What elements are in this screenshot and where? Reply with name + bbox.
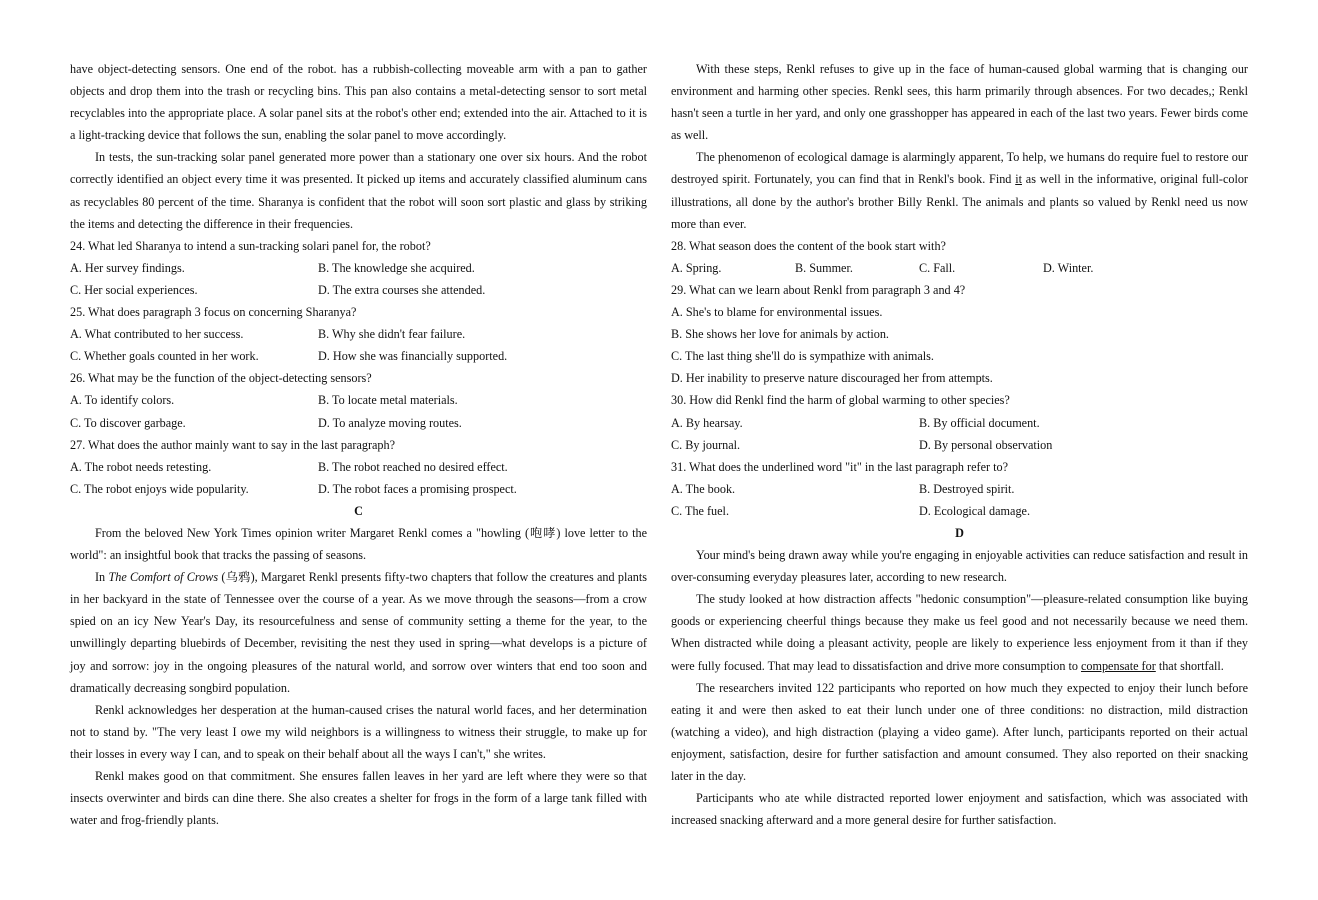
- option-b: B. To locate metal materials.: [318, 393, 458, 408]
- option-a: A. By hearsay.: [671, 415, 743, 430]
- option-d: D. How she was financially supported.: [318, 349, 508, 364]
- passage-b-paragraph: In tests, the sun-tracking solar panel generated more power than a stationary one over six hours. And the robot correctly identified an object every time it was presented. It picked up items and accurately classified aluminum cans as recyclables 80 percent of the time. Sharanya is confident that the robot will soon sort plastic and glass by striking the items and detecting the difference in their frequencies.: [70, 150, 647, 231]
- passage-c-paragraph: [70, 566, 647, 699]
- option-b: B. She shows her love for animals by action.: [671, 327, 889, 342]
- section-heading-d: D: [955, 525, 964, 540]
- option-a: A. Spring.: [671, 260, 722, 275]
- option-d: D. Ecological damage.: [919, 503, 1030, 518]
- book-title: The Comfort of Crows: [108, 570, 219, 585]
- option-c: C. The fuel.: [671, 503, 729, 518]
- question-24-options: [70, 279, 647, 301]
- option-a: A. The book.: [671, 481, 736, 496]
- question-31-options: [671, 478, 1248, 500]
- passage-d-paragraph: [671, 588, 1248, 676]
- question-25: 25. What does paragraph 3 focus on concerning Sharanya?: [70, 305, 357, 320]
- left-column: [70, 58, 647, 831]
- option-d: D. The extra courses she attended.: [318, 282, 486, 297]
- question-26-options: [70, 412, 647, 434]
- option-d: D. By personal observation: [919, 437, 1053, 452]
- option-a: A. To identify colors.: [70, 393, 175, 408]
- option-b: B. Destroyed spirit.: [919, 481, 1015, 496]
- text-span: that shortfall.: [1155, 658, 1224, 673]
- option-a: A. Her survey findings.: [70, 260, 185, 275]
- option-b: B. Why she didn't fear failure.: [318, 327, 466, 342]
- passage-d-paragraph: Your mind's being drawn away while you're engaging in enjoyable activities can reduce satisfaction and result in over-consuming everyday pleasures later, according to new research.: [671, 548, 1248, 585]
- text-span: (乌鸦), Margaret Renkl presents fifty-two chapters that follow the creatures and plants in her backyard in the state of Tennessee over the course of a year. As we move through the seasons—from a crow spied on an icy New Year's Day, its resourcefulness and sense of community setting a theme for the year, to the unwillingly departing bluebirds of December, revisiting the nest they used in spring—what develops is a picture of joy and sorrow: joy in the ongoing pleasures of the natural world, and sorrow over winters that end too soon and dramatically decreasing songbird population.: [70, 570, 648, 695]
- text-span: The study looked at how distraction affects "hedonic consumption"—pleasure-related consumption like buying goods or experiencing cheerful things because they make us feel good and not necessarily because we need them. When distracted while doing a pleasant activity, people are likely to experience less enjoyment from it than if they were fully focused. That may lead to dissatisfaction and drive more consumption to: [671, 592, 1248, 673]
- question-24-options: [70, 257, 647, 279]
- option-b: B. The robot reached no desired effect.: [318, 459, 508, 474]
- option-a: A. What contributed to her success.: [70, 327, 244, 342]
- option-b: B. By official document.: [919, 415, 1040, 430]
- question-31: 31. What does the underlined word "it" in the last paragraph refer to?: [671, 459, 1008, 474]
- section-heading-c: C: [354, 503, 363, 518]
- underlined-phrase: compensate for: [1080, 658, 1156, 673]
- question-30-options: [671, 434, 1248, 456]
- question-31-options: [671, 500, 1248, 522]
- option-c: C. By journal.: [671, 437, 741, 452]
- option-c: C. Fall.: [919, 260, 956, 275]
- option-d: D. To analyze moving routes.: [318, 415, 462, 430]
- passage-d-paragraph: The researchers invited 122 participants who reported on how much they expected to enjoy their lunch before eating it and were then asked to eat their lunch under one of three conditions: no distraction, mild distraction (watching a video), and high distraction (playing a video game). After lunch, participants reported on their actual enjoyment, satisfaction, desire for further satisfaction and amount consumed. They also reported on their snacking later in the day.: [671, 680, 1248, 783]
- option-c: C. To discover garbage.: [70, 415, 186, 430]
- question-29: 29. What can we learn about Renkl from paragraph 3 and 4?: [671, 282, 966, 297]
- option-b: B. Summer.: [795, 260, 853, 275]
- passage-c-paragraph: With these steps, Renkl refuses to give up in the face of human-caused global warming that is changing our environment and harming other species. Renkl sees, this harm primarily through absences. For two decades,; Renkl hasn't seen a turtle in her yard, and only one grasshopper has appeared in each of the last two years. Fewer birds come as well.: [671, 62, 1248, 143]
- text-span: The phenomenon of ecological damage is alarmingly apparent, To help, we humans do require fuel to restore our destroyed spirit. Fortunately, you can find that in Renkl's book. Find: [671, 150, 1248, 187]
- underlined-word: it: [1015, 172, 1022, 187]
- option-c: C. Her social experiences.: [70, 282, 198, 297]
- option-c: C. Whether goals counted in her work.: [70, 349, 259, 364]
- question-27-options: [70, 456, 647, 478]
- right-column: [671, 58, 1248, 831]
- text-span: In: [95, 570, 109, 585]
- passage-c-paragraph: [671, 146, 1248, 234]
- passage-c-paragraph: From the beloved New York Times opinion writer Margaret Renkl comes a "howling (咆哮) love letter to the world": an insightful book that tracks the passing of seasons.: [70, 525, 647, 563]
- question-25-options: [70, 323, 647, 345]
- text-span: as well in the informative, original full-color illustrations, all done by the author's brother Billy Renkl. The animals and plants so valued by Renkl need us now more than ever.: [671, 172, 1248, 231]
- question-30-options: [671, 412, 1248, 434]
- question-26-options: [70, 389, 647, 411]
- question-28-options: [671, 257, 1248, 279]
- option-c: C. The last thing she'll do is sympathize with animals.: [671, 349, 934, 364]
- option-d: D. Winter.: [1043, 260, 1094, 275]
- question-26: 26. What may be the function of the object-detecting sensors?: [70, 371, 372, 386]
- option-d: D. The robot faces a promising prospect.: [318, 481, 517, 496]
- question-27-options: [70, 478, 647, 500]
- option-a: A. She's to blame for environmental issues.: [671, 305, 883, 320]
- question-24: 24. What led Sharanya to intend a sun-tracking solari panel for, the robot?: [70, 238, 431, 253]
- option-a: A. The robot needs retesting.: [70, 459, 212, 474]
- passage-c-paragraph: Renkl acknowledges her desperation at the human-caused crises the natural world faces, and her determination not to stand by. "The very least I owe my wild neighbors is a willingness to witness their struggle, to make up for their losses in every way I can, and to speak on their behalf about all the ways I can't," she writes.: [70, 702, 647, 761]
- question-25-options: [70, 345, 647, 367]
- passage-d-paragraph: Participants who ate while distracted reported lower enjoyment and satisfaction, which was associated with increased snacking afterward and a more general desire for further satisfaction.: [671, 791, 1248, 828]
- option-d: D. Her inability to preserve nature discouraged her from attempts.: [671, 371, 993, 386]
- question-30: 30. How did Renkl find the harm of global warming to other species?: [671, 393, 1010, 408]
- option-b: B. The knowledge she acquired.: [318, 260, 475, 275]
- question-28: 28. What season does the content of the book start with?: [671, 238, 946, 253]
- passage-b-paragraph: have object-detecting sensors. One end of the robot. has a rubbish-collecting moveable arm with a pan to gather objects and drop them into the trash or recycling bins. This pan also contains a metal-detecting sensor to sort metal recyclables into the appropriate place. A solar panel sits at the robot's other end; extended into the air. Attached to it is a light-tracking device that follows the sun, enabling the solar panel to move accordingly.: [70, 62, 647, 143]
- option-c: C. The robot enjoys wide popularity.: [70, 481, 249, 496]
- passage-c-paragraph: Renkl makes good on that commitment. She ensures fallen leaves in her yard are left where they were so that insects overwinter and birds can dine there. She also creates a shelter for frogs in the form of a large tank filled with water and frog-friendly plants.: [70, 769, 647, 828]
- question-27: 27. What does the author mainly want to say in the last paragraph?: [70, 437, 396, 452]
